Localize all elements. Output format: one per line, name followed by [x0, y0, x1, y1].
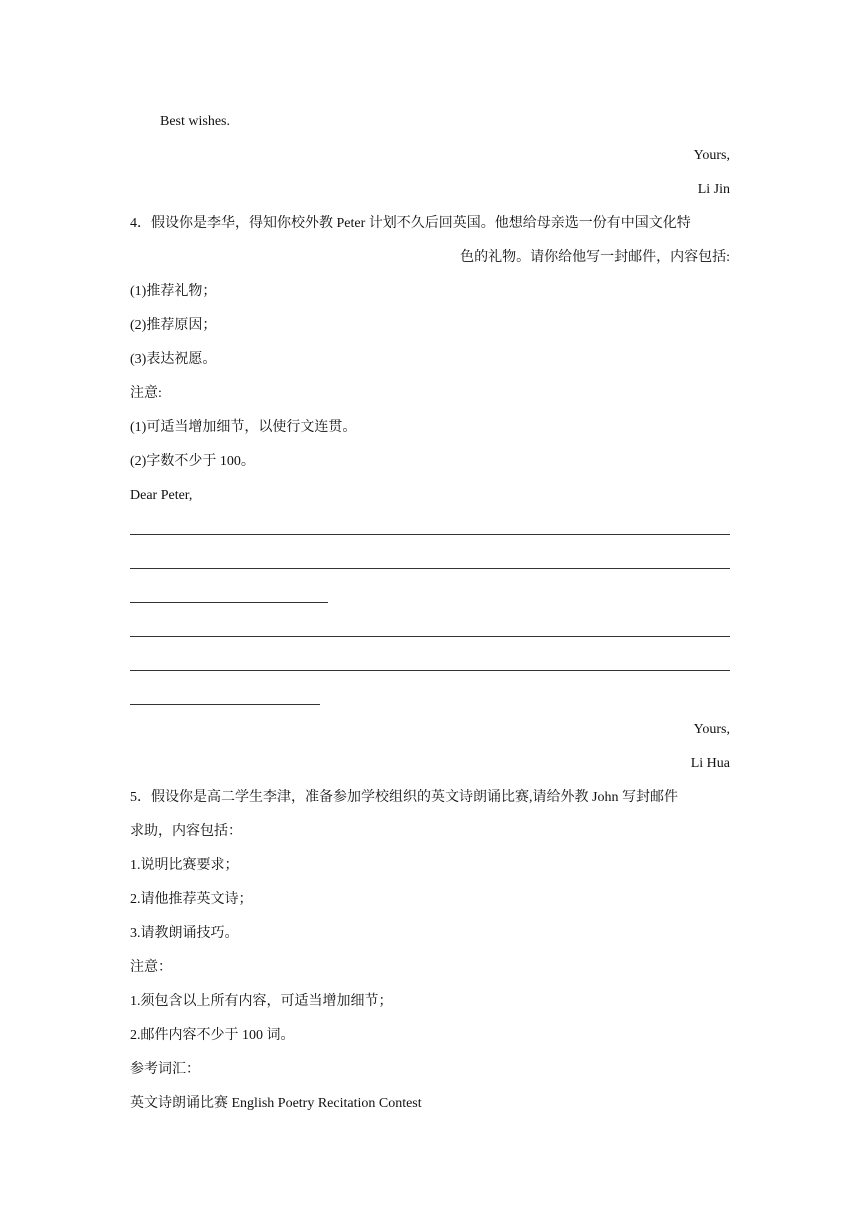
- q4-signature: Li Hua: [690, 756, 730, 771]
- q5-notes-title: 注意：: [130, 960, 172, 975]
- answer-line[interactable]: [130, 636, 730, 637]
- prev-letter-closing: Best wishes.: [160, 114, 230, 129]
- q4-greeting: Dear Peter,: [130, 488, 193, 503]
- q5-note-1: 1.须包含以上所有内容，可适当增加细节；: [130, 994, 393, 1009]
- prev-letter-signoff: Yours,: [693, 148, 730, 163]
- q5-item-2: 2.请他推荐英文诗；: [130, 892, 253, 907]
- answer-line[interactable]: [130, 534, 730, 535]
- answer-line[interactable]: [130, 704, 320, 705]
- q4-prompt-line2: 色的礼物。请你给他写一封邮件，内容包括:: [460, 250, 730, 265]
- q5-prompt-line2: 求助，内容包括：: [130, 824, 242, 839]
- answer-line[interactable]: [130, 568, 730, 569]
- q4-item-2: (2)推荐原因；: [130, 318, 217, 333]
- q4-item-3: (3)表达祝愿。: [130, 352, 217, 367]
- q5-vocab-entry: 英文诗朗诵比赛 English Poetry Recitation Contest: [130, 1096, 422, 1111]
- q5-item-1: 1.说明比赛要求；: [130, 858, 239, 873]
- q4-prompt-line1: 4．假设你是李华，得知你校外教 Peter 计划不久后回英国。他想给母亲选一份有中国文化特: [130, 216, 691, 231]
- answer-line[interactable]: [130, 670, 730, 671]
- q5-prompt-line1: 5．假设你是高二学生李津，准备参加学校组织的英文诗朗诵比赛,请给外教 John 写封邮件: [130, 790, 678, 805]
- answer-line[interactable]: [130, 602, 328, 603]
- q4-notes-title: 注意:: [130, 386, 162, 401]
- q4-item-1: (1)推荐礼物；: [130, 284, 217, 299]
- q4-signoff: Yours,: [693, 722, 730, 737]
- q5-item-3: 3.请教朗诵技巧。: [130, 926, 239, 941]
- prev-letter-signature: Li Jin: [697, 182, 730, 197]
- q5-vocab-title: 参考词汇：: [130, 1062, 200, 1077]
- q4-note-1: (1)可适当增加细节，以使行文连贯。: [130, 420, 357, 435]
- q4-note-2: (2)字数不少于 100。: [130, 454, 255, 469]
- q5-note-2: 2.邮件内容不少于 100 词。: [130, 1028, 295, 1043]
